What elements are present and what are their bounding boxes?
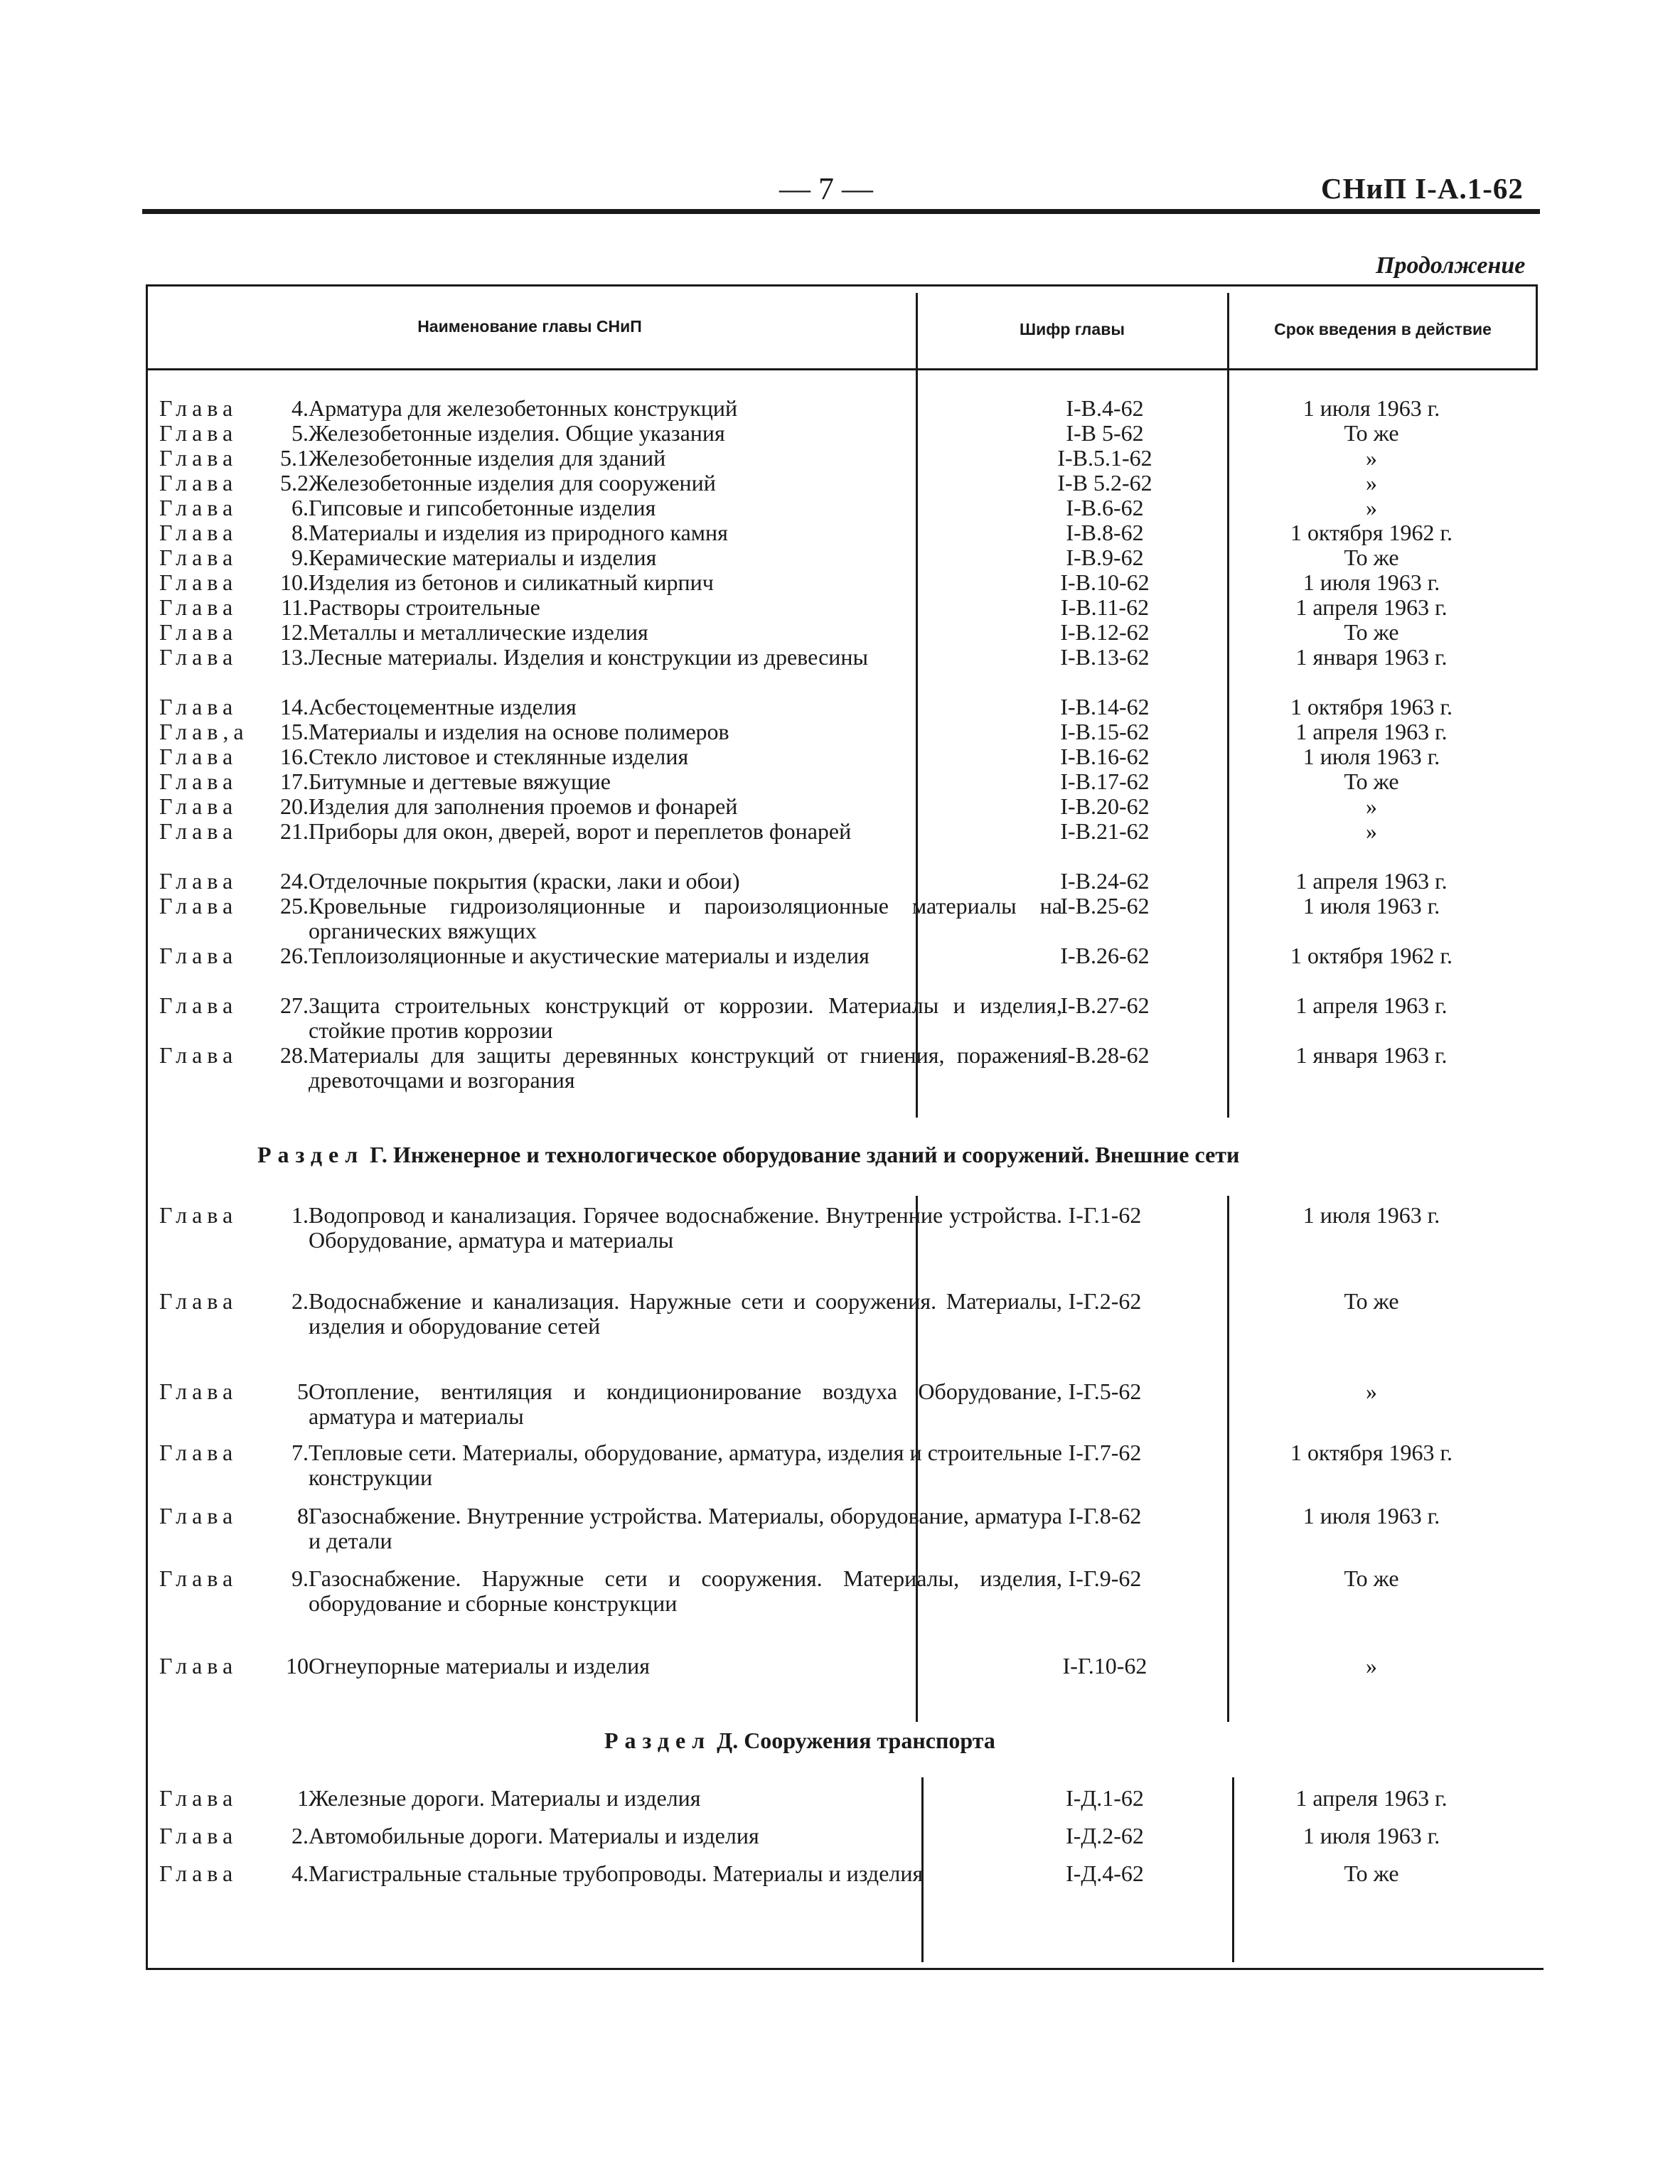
effective-date: » (1366, 445, 1377, 471)
chapter-name: Тепловые сети. Материалы, оборудование, арматура, изделия и строительные конструкции (309, 1440, 1062, 1490)
chapter-name: Гипсовые и гипсобетонные изделия (309, 495, 656, 520)
section-g-heading (257, 1142, 1239, 1168)
chapter-name: Асбестоцементные изделия (309, 694, 577, 719)
chapter-name: Газоснабжение. Внутренние устройства. Материалы, оборудование, арматура и детали (309, 1503, 1062, 1553)
chapter-label: Глава (159, 744, 238, 769)
chapter-number: 20. (280, 793, 309, 819)
chapter-number: 17. (280, 769, 309, 794)
chapter-number: 14. (280, 694, 309, 719)
chapter-number: 10 (286, 1653, 309, 1679)
chapter-number: 28. (280, 1042, 309, 1068)
chapter-number: 13. (280, 644, 309, 670)
chapter-number: 16. (280, 744, 309, 769)
effective-date: » (1366, 470, 1377, 496)
chapter-number: 21. (280, 818, 309, 844)
chapter-label: Глава (159, 943, 238, 968)
chapter-number: 24. (280, 868, 309, 894)
chapter-code: I-В.13-62 (1060, 644, 1150, 670)
chapter-name: Изделия из бетонов и силикатный кирпич (309, 569, 714, 595)
chapter-label: Глава (159, 818, 238, 844)
chapter-number: 2. (291, 1288, 309, 1314)
chapter-label: Глава (159, 420, 238, 446)
chapter-label: Глава (159, 395, 238, 421)
effective-date: 1 апреля 1963 г. (1295, 719, 1448, 744)
chapter-label: Глава (159, 1653, 238, 1679)
chapter-code: I-В.28-62 (1060, 1042, 1150, 1068)
chapter-number: 5.2 (280, 470, 309, 496)
chapter-label: Глава (159, 445, 238, 471)
effective-date: 1 октября 1963 г. (1290, 1440, 1452, 1465)
table-right-rule (1536, 284, 1538, 370)
chapter-name: Лесные материалы. Изделия и конструкции из древесины (309, 644, 869, 670)
effective-date: 1 июля 1963 г. (1302, 569, 1440, 595)
chapter-label: Глава (159, 793, 238, 819)
effective-date: То же (1344, 769, 1399, 794)
chapter-code: I-В.4-62 (1066, 395, 1144, 421)
chapter-number: 12. (280, 619, 309, 645)
effective-date: 1 октября 1963 г. (1290, 694, 1452, 719)
chapter-label: Глава (159, 694, 238, 719)
effective-date: » (1366, 818, 1377, 844)
chapter-label: Глава (159, 1202, 238, 1228)
chapter-label: Глава (159, 1379, 238, 1404)
effective-date: То же (1344, 1565, 1399, 1591)
chapter-code: I-Д.4-62 (1066, 1861, 1144, 1886)
chapter-number: 5. (291, 420, 309, 446)
chapter-name: Металлы и металлические изделия (309, 619, 648, 645)
chapter-name: Огнеупорные материалы и изделия (309, 1653, 650, 1679)
chapter-label: Глава (159, 1785, 238, 1811)
chapter-name: Приборы для окон, дверей, ворот и переплетов фонарей (309, 818, 852, 844)
effective-date: 1 апреля 1963 г. (1295, 868, 1448, 894)
effective-date: 1 января 1963 г. (1295, 1042, 1448, 1068)
page-number: — 7 — (779, 171, 873, 206)
chapter-number: 7. (291, 1440, 309, 1465)
effective-date: То же (1344, 1861, 1399, 1886)
chapter-name: Газоснабжение. Наружные сети и сооружения. Материалы, изделия, оборудование и сборные конструкции (309, 1565, 1062, 1616)
chapter-name: Железные дороги. Материалы и изделия (309, 1785, 701, 1811)
document-code: СНиП I-А.1-62 (1321, 172, 1524, 205)
chapter-code: I-В.11-62 (1060, 594, 1150, 620)
chapter-code: I-В.27-62 (1060, 992, 1150, 1018)
chapter-name: Магистральные стальные трубопроводы. Материалы и изделия (309, 1861, 924, 1886)
chapter-label: Глава (159, 769, 238, 794)
chapter-label: Глава (159, 495, 238, 520)
chapter-number: 4. (291, 395, 309, 421)
chapter-number: 6. (291, 495, 309, 520)
effective-date: То же (1344, 420, 1399, 446)
chapter-number: 5 (297, 1379, 309, 1404)
chapter-label: Глава (159, 1288, 238, 1314)
section-d-heading (604, 1728, 995, 1754)
section-g-title: Г. Инженерное и технологическое оборудование зданий и сооружений. Внешние сети (370, 1142, 1240, 1167)
chapter-name: Автомобильные дороги. Материалы и изделия (309, 1823, 759, 1848)
chapter-code: I-В 5-62 (1066, 420, 1144, 446)
chapter-name: Железобетонные изделия. Общие указания (309, 420, 725, 446)
chapter-label: Глава (159, 1861, 238, 1886)
effective-date: » (1366, 1653, 1377, 1679)
effective-date: 1 апреля 1963 г. (1295, 1785, 1448, 1811)
chapter-label: Глава (159, 1503, 238, 1529)
chapter-code: I-Г.1-62 (1068, 1202, 1142, 1228)
chapter-name: Материалы и изделия на основе полимеров (309, 719, 729, 744)
chapter-code: I-Г.8-62 (1068, 1503, 1142, 1529)
chapter-label: Глава (159, 470, 238, 496)
effective-date: » (1366, 1379, 1377, 1404)
chapter-number: 8 (297, 1503, 309, 1529)
chapter-code: I-В.15-62 (1060, 719, 1150, 744)
chapter-code: I-В.25-62 (1060, 893, 1150, 919)
chapter-label: Глава (159, 569, 238, 595)
chapter-name: Изделия для заполнения проемов и фонарей (309, 793, 738, 819)
table-bottom-rule (146, 1968, 1543, 1970)
chapter-code: I-В.12-62 (1060, 619, 1150, 645)
chapter-name: Защита строительных конструкций от коррозии. Материалы и изделия, стойкие против коррозии (309, 992, 1062, 1043)
chapter-code: I-Д.2-62 (1066, 1823, 1144, 1848)
effective-date: 1 октября 1962 г. (1290, 520, 1452, 545)
table-header-rule (146, 368, 1538, 370)
chapter-name: Водоснабжение и канализация. Наружные сети и сооружения. Материалы, изделия и оборудование сетей (309, 1288, 1062, 1339)
chapter-name: Материалы и изделия из природного камня (309, 520, 728, 545)
chapter-code: I-В.26-62 (1060, 943, 1150, 968)
section-d-title: Д. Сооружения транспорта (717, 1728, 995, 1753)
chapter-code: I-В.16-62 (1060, 744, 1150, 769)
table-top-rule (146, 284, 1538, 287)
chapter-code: I-Д.1-62 (1066, 1785, 1144, 1811)
effective-date: » (1366, 495, 1377, 520)
effective-date: То же (1344, 1288, 1399, 1314)
chapter-name: Железобетонные изделия для сооружений (309, 470, 716, 496)
chapter-code: I-Г.9-62 (1068, 1565, 1142, 1591)
chapter-code: I-В.9-62 (1066, 545, 1144, 570)
section-d-prefix: Раздел (604, 1728, 712, 1753)
chapter-code: I-В.10-62 (1060, 569, 1150, 595)
chapter-number: 25. (280, 893, 309, 919)
chapter-name: Водопровод и канализация. Горячее водоснабжение. Внутренние устройства. Оборудование, арматура и материалы (309, 1202, 1062, 1253)
chapter-label: Глава (159, 868, 238, 894)
chapter-label: Глава (159, 545, 238, 570)
effective-date: 1 июля 1963 г. (1302, 1202, 1440, 1228)
effective-date: 1 июля 1963 г. (1302, 893, 1440, 919)
chapter-code: I-В.17-62 (1060, 769, 1150, 794)
chapter-number: 1. (291, 1202, 309, 1228)
chapter-number: 26. (280, 943, 309, 968)
chapter-name: Арматура для железобетонных конструкций (309, 395, 738, 421)
chapter-name: Отделочные покрытия (краски, лаки и обои) (309, 868, 740, 894)
chapter-code: I-В.14-62 (1060, 694, 1150, 719)
chapter-code: I-В.24-62 (1060, 868, 1150, 894)
chapter-name: Стекло листовое и стеклянные изделия (309, 744, 689, 769)
chapter-number: 11. (281, 594, 309, 620)
chapter-code: I-В.6-62 (1066, 495, 1144, 520)
chapter-label: Глава (159, 520, 238, 545)
chapter-name: Кровельные гидроизоляционные и пароизоляционные материалы на органических вяжущих (309, 893, 1062, 943)
chapter-code: I-В.8-62 (1066, 520, 1144, 545)
chapter-code: I-Г.10-62 (1062, 1653, 1147, 1679)
chapter-number: 5.1 (280, 445, 309, 471)
chapter-name: Теплоизоляционные и акустические материалы и изделия (309, 943, 870, 968)
effective-date: » (1366, 793, 1377, 819)
chapter-name: Битумные и дегтевые вяжущие (309, 769, 611, 794)
chapter-name: Керамические материалы и изделия (309, 545, 657, 570)
chapter-number: 4. (291, 1861, 309, 1886)
col-header-date: Срок введения в действие (1274, 320, 1492, 338)
chapter-label: Глава (159, 1565, 238, 1591)
chapter-name: Растворы строительные (309, 594, 540, 620)
chapter-code: I-В.21-62 (1060, 818, 1150, 844)
effective-date: 1 июля 1963 г. (1302, 1823, 1440, 1848)
chapter-code: I-Г.7-62 (1068, 1440, 1142, 1465)
chapter-code: I-В.20-62 (1060, 793, 1150, 819)
chapter-code: I-Г.5-62 (1068, 1379, 1142, 1404)
effective-date: 1 апреля 1963 г. (1295, 992, 1448, 1018)
header-rule (142, 209, 1540, 214)
col-header-name: Наименование главы СНиП (417, 317, 642, 336)
chapter-code: I-В 5.2-62 (1057, 470, 1152, 496)
chapter-label: Глава (159, 1042, 238, 1068)
chapter-number: 27. (280, 992, 309, 1018)
effective-date: То же (1344, 619, 1399, 645)
chapter-label: Глава (159, 644, 238, 670)
chapter-number: 9. (291, 545, 309, 570)
continuation-label: Продолжение (1376, 252, 1526, 279)
chapter-number: 2. (291, 1823, 309, 1848)
chapter-name: Материалы для защиты деревянных конструкций от гниения, поражения древоточцами и возгорания (309, 1042, 1062, 1093)
chapter-number: 9. (291, 1565, 309, 1591)
chapter-label: Глава (159, 1440, 238, 1465)
chapter-code: I-В.5.1-62 (1057, 445, 1152, 471)
chapter-code: I-Г.2-62 (1068, 1288, 1142, 1314)
effective-date: 1 июля 1963 г. (1302, 395, 1440, 421)
chapter-label: Глава (159, 893, 238, 919)
chapter-number: 1 (297, 1785, 309, 1811)
effective-date: 1 января 1963 г. (1295, 644, 1448, 670)
chapter-number: 10. (280, 569, 309, 595)
table-left-rule (146, 284, 148, 1969)
chapter-label: Глава (159, 1823, 238, 1848)
chapter-label: Глав,а (159, 719, 249, 744)
effective-date: 1 июля 1963 г. (1302, 1503, 1440, 1529)
chapter-number: 15. (280, 719, 309, 744)
chapter-number: 8. (291, 520, 309, 545)
section-g-prefix: Раздел (257, 1142, 365, 1167)
effective-date: То же (1344, 545, 1399, 570)
chapter-label: Глава (159, 594, 238, 620)
chapter-name: Отопление, вентиляция и кондиционирование воздуха Оборудование, арматура и материалы (309, 1379, 1062, 1429)
col-header-code: Шифр главы (1019, 320, 1125, 338)
chapter-label: Глава (159, 992, 238, 1018)
effective-date: 1 октября 1962 г. (1290, 943, 1452, 968)
chapter-name: Железобетонные изделия для зданий (309, 445, 666, 471)
chapter-label: Глава (159, 619, 238, 645)
effective-date: 1 июля 1963 г. (1302, 744, 1440, 769)
effective-date: 1 апреля 1963 г. (1295, 594, 1448, 620)
